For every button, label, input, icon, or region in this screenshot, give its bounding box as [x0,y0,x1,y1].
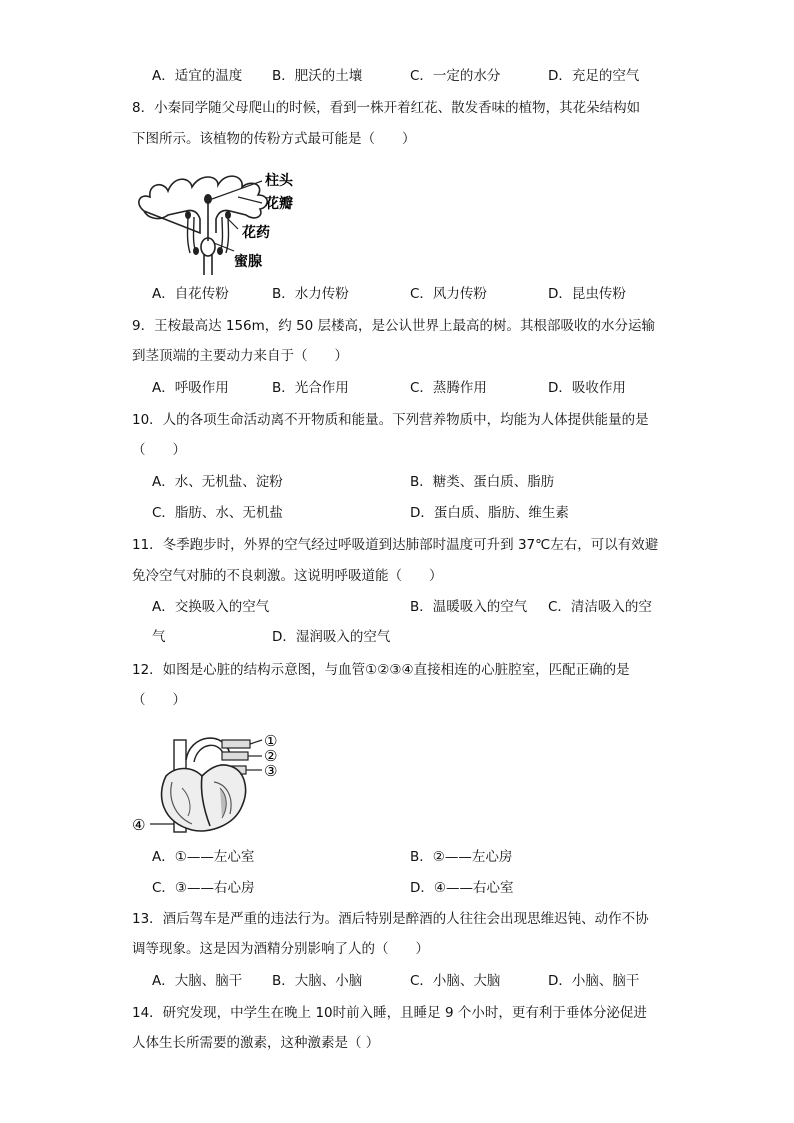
q13-option-a: A．大脑、脑干 [152,973,243,989]
q8-option-c: C．风力传粉 [410,286,487,302]
q13-stem-line1: 13．酒后驾车是严重的违法行为。酒后特别是醉酒的人往往会出现思维迟钝、动作不协 [132,911,649,927]
q8-option-d: D．昆虫传粉 [548,286,626,302]
q7-option-c: C．一定的水分 [410,68,501,84]
q9-option-a: A．呼吸作用 [152,380,229,396]
q9-option-c: C．蒸腾作用 [410,380,487,396]
stigma-shape [204,194,212,204]
heart-structure-figure [130,726,290,838]
q7-option-b: B．肥沃的土壤 [272,68,363,84]
label-anther: 花药 [242,225,270,241]
q8-stem-line1: 8．小秦同学随父母爬山的时候，看到一株开着红花、散发香味的植物，其花朵结构如 [132,100,641,116]
q10-stem-line2: （ ） [132,442,186,458]
q14-stem-line1: 14．研究发现，中学生在晚上 10时前入睡，且睡足 9 个小时，更有利于垂体分泌促进 [132,1005,647,1021]
q11-option-d: D．湿润吸入的空气 [272,629,391,645]
q9-option-b: B．光合作用 [272,380,349,396]
q10-option-d: D．蛋白质、脂肪、维生素 [410,505,569,521]
q12-option-a: A．①——左心室 [152,849,255,865]
q12-option-c: C．③——右心房 [152,880,255,896]
q8-option-b: B．水力传粉 [272,286,349,302]
anther-shape [193,247,199,255]
heart-outline [162,765,246,831]
q12-option-d: D．④——右心室 [410,880,514,896]
q9-option-d: D．吸收作用 [548,380,626,396]
q8-option-a: A．自花传粉 [152,286,229,302]
q13-option-d: D．小脑、脑干 [548,973,640,989]
q9-stem-line1: 9．王桉最高达 156m，约 50 层楼高，是公认世界上最高的树。其根部吸收的水分运输 [132,318,656,334]
label-vessel-3: ③ [264,762,278,780]
label-petal: 花瓣 [265,196,293,212]
q12-option-b: B．②——左心房 [410,849,513,865]
q12-stem-line2: （ ） [132,692,186,708]
q13-stem-line2: 调等现象。这是因为酒精分别影响了人的（ ） [132,941,429,957]
label-nectary: 蜜腺 [234,254,262,270]
q9-stem-line2: 到茎顶端的主要动力来自于（ ） [132,348,348,364]
q13-option-b: B．大脑、小脑 [272,973,363,989]
label-vessel-2: ② [264,747,278,765]
q10-option-b: B．糖类、蛋白质、脂肪 [410,474,555,490]
flower-structure-figure [130,163,310,275]
q7-option-a: A．适宜的温度 [152,68,243,84]
q13-option-c: C．小脑、大脑 [410,973,501,989]
q11-stem-line2: 免冷空气对肺的不良刺激。这说明呼吸道能（ ） [132,568,443,584]
q11-stem-line1: 11．冬季跑步时，外界的空气经过呼吸道到达肺部时温度可升到 37℃左右，可以有效避 [132,537,659,553]
q11-option-c-part1: C．清洁吸入的空 [548,599,652,615]
q11-option-c-part2: 气 [152,629,166,645]
q11-option-a: A．交换吸入的空气 [152,599,270,615]
q7-option-d: D．充足的空气 [548,68,640,84]
q10-stem-line1: 10．人的各项生命活动离不开物质和能量。下列营养物质中，均能为人体提供能量的是 [132,412,649,428]
q8-stem-line2: 下图所示。该植物的传粉方式最可能是（ ） [132,131,416,147]
q11-option-b: B．温暖吸入的空气 [410,599,528,615]
label-vessel-4: ④ [132,816,146,834]
label-vessel-1: ① [264,732,278,750]
q10-option-c: C．脂肪、水、无机盐 [152,505,283,521]
label-stigma: 柱头 [265,173,293,189]
q10-option-a: A．水、无机盐、淀粉 [152,474,283,490]
q12-stem-line1: 12．如图是心脏的结构示意图，与血管①②③④直接相连的心脏腔室，匹配正确的是 [132,662,630,678]
q14-stem-line2: 人体生长所需要的激素，这种激素是（ ） [132,1035,380,1051]
